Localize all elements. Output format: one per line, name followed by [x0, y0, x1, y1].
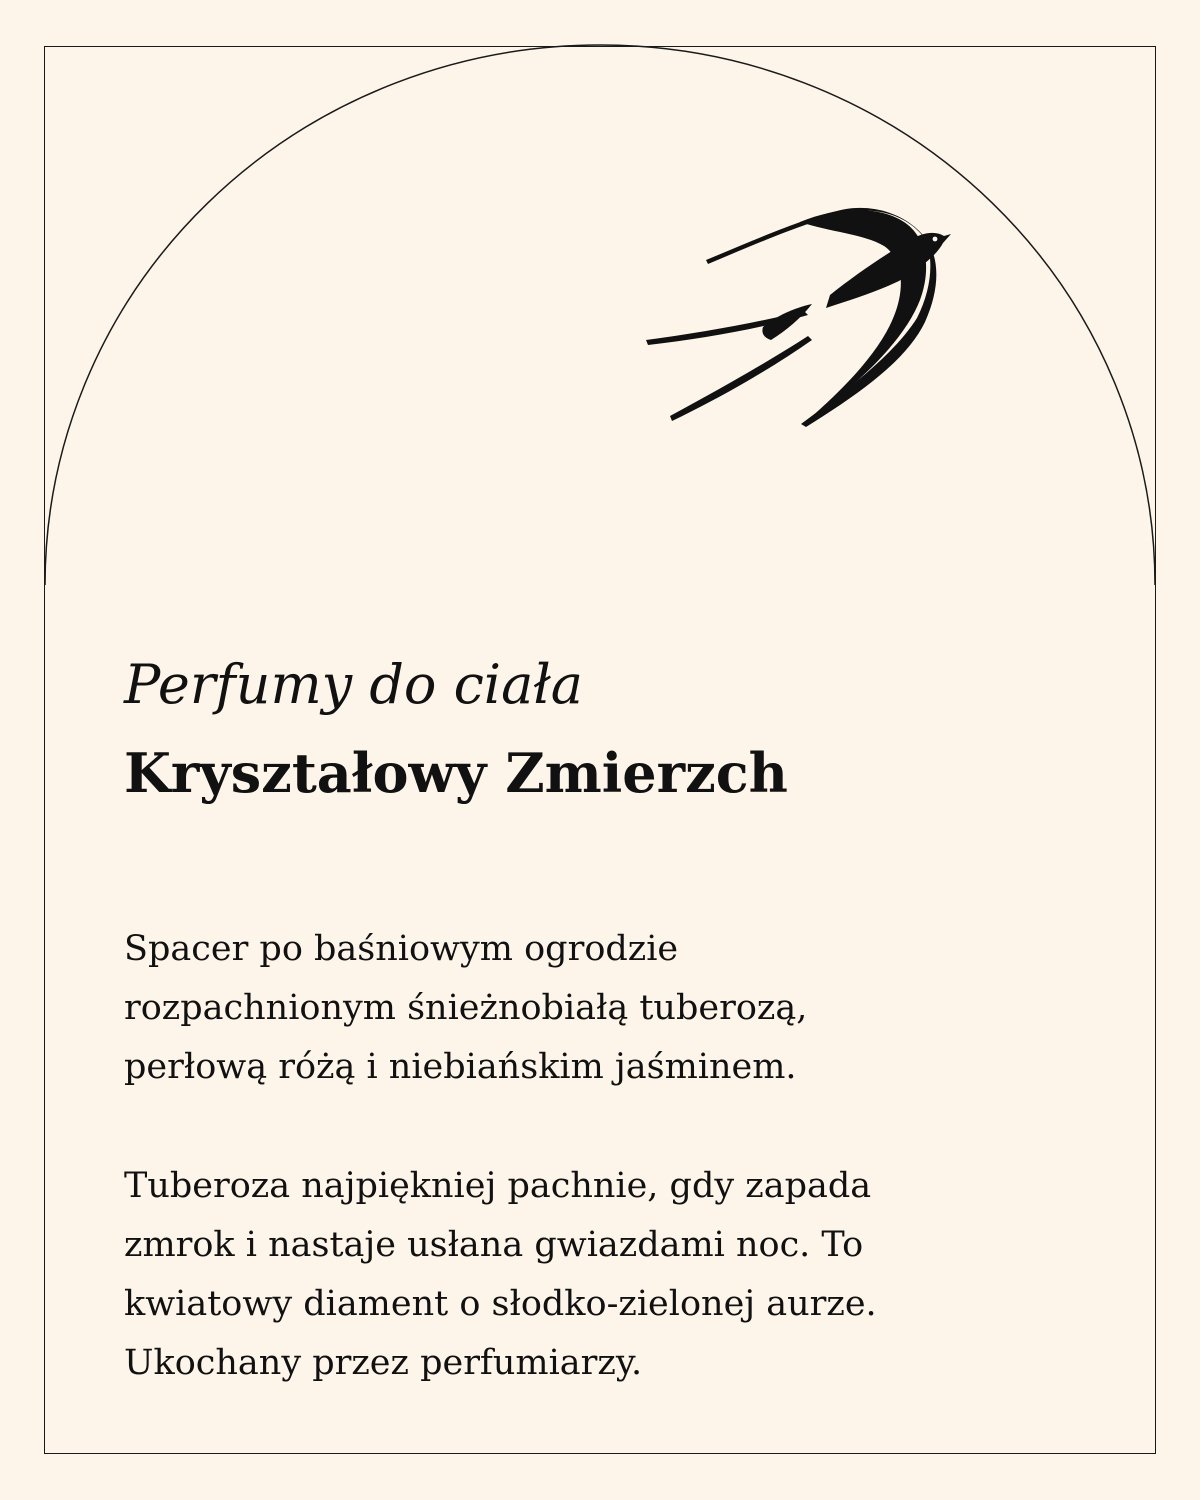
description-line: Ukochany przez perfumiarzy.	[124, 1343, 643, 1383]
description-paragraph-1	[124, 920, 1064, 1097]
swallow-icon	[640, 200, 960, 435]
description-line: kwiatowy diament o słodko-zielonej aurze.	[124, 1284, 877, 1324]
description-line: perłową różą i niebiańskim jaśminem.	[124, 1047, 797, 1087]
product-subtitle: Perfumy do ciała	[124, 653, 583, 716]
description-line: zmrok i nastaje usłana gwiazdami noc. To	[124, 1225, 864, 1265]
product-name: Kryształowy Zmierzch	[124, 741, 788, 805]
description-line: rozpachnionym śnieżnobiałą tuberozą,	[124, 988, 808, 1028]
description-paragraph-2	[124, 1157, 1064, 1393]
description-line: Spacer po baśniowym ogrodzie	[124, 929, 679, 969]
description-line: Tuberoza najpiękniej pachnie, gdy zapada	[124, 1166, 872, 1206]
